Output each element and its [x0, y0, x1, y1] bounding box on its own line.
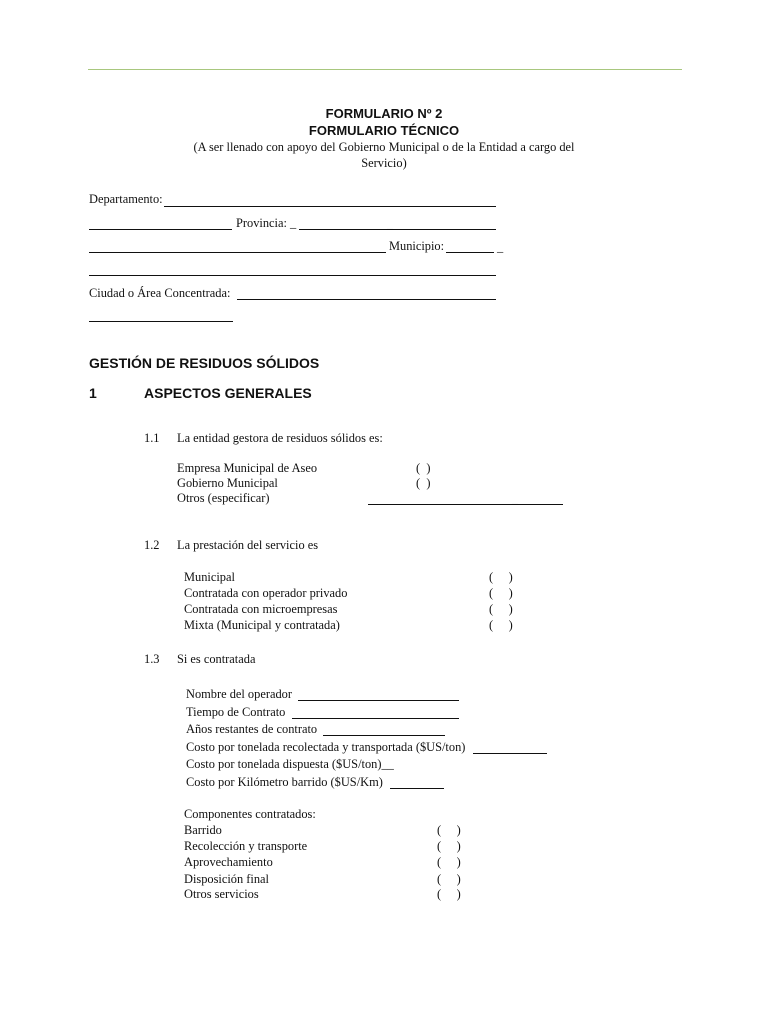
q1-3-field-costo-recolectada-label: Costo por tonelada recolectada y transportada ($US/ton)	[186, 740, 466, 754]
q1-2-option-privado: Contratada con operador privado	[184, 586, 348, 600]
top-rule	[88, 69, 682, 70]
ciudad-field[interactable]	[237, 299, 496, 300]
q1-3-field-costo-km[interactable]	[390, 788, 444, 789]
q1-1-option-gobierno: Gobierno Municipal	[177, 476, 278, 490]
form-instructions-line2: Servicio)	[361, 156, 407, 170]
q1-3-component-aprovechamiento: Aprovechamiento	[184, 855, 273, 869]
provincia-mid-mark: _	[387, 217, 394, 231]
q1-3-checkbox-barrido[interactable]: ( )	[437, 823, 461, 837]
q1-3-field-costo-dispuesta-label: Costo por tonelada dispuesta ($US/ton)__	[186, 757, 394, 771]
q1-1-number: 1.1	[144, 431, 160, 445]
q1-3-checkbox-recoleccion[interactable]: ( )	[437, 839, 461, 853]
q1-2-option-microempresas: Contratada con microempresas	[184, 602, 338, 616]
q1-2-option-municipal: Municipal	[184, 570, 235, 584]
section-title: ASPECTOS GENERALES	[144, 385, 312, 401]
municipio-label: Municipio:	[389, 239, 445, 253]
q1-3-checkbox-otros[interactable]: ( )	[437, 887, 461, 901]
ciudad-field-cont[interactable]	[89, 321, 233, 322]
q1-3-component-barrido: Barrido	[184, 823, 222, 837]
q1-3-field-costo-km-label: Costo por Kilómetro barrido ($US/Km)	[186, 775, 383, 789]
q1-3-number: 1.3	[144, 652, 160, 666]
q1-3-component-recoleccion: Recolección y transporte	[184, 839, 308, 853]
q1-2-checkbox-municipal[interactable]: ( )	[489, 570, 513, 584]
departamento-field-cont[interactable]	[89, 229, 232, 230]
q1-3-field-anos-label: Años restantes de contrato	[186, 722, 318, 736]
q1-3-component-otros: Otros servicios	[184, 887, 259, 901]
q1-2-option-mixta: Mixta (Municipal y contratada)	[184, 618, 340, 632]
q1-1-checkbox-empresa[interactable]: ( )	[416, 461, 431, 475]
q1-3-field-tiempo[interactable]	[292, 718, 459, 719]
provincia-field[interactable]	[299, 229, 496, 230]
departamento-label: Departamento:	[89, 192, 163, 206]
q1-2-question: La prestación del servicio es	[177, 538, 319, 552]
q1-3-field-tiempo-label: Tiempo de Contrato	[186, 705, 286, 719]
q1-3-question: Si es contratada	[177, 652, 256, 666]
form-title: FORMULARIO Nº 2	[325, 106, 443, 121]
q1-1-checkbox-gobierno[interactable]: ( )	[416, 476, 431, 490]
q1-3-field-nombre[interactable]	[298, 700, 459, 701]
q1-1-option-otros: Otros (especificar)	[177, 491, 270, 505]
q1-1-option-empresa: Empresa Municipal de Aseo	[177, 461, 318, 475]
q1-2-checkbox-mixta[interactable]: ( )	[489, 618, 513, 632]
q1-2-number: 1.2	[144, 538, 160, 552]
q1-3-checkbox-aprovechamiento[interactable]: ( )	[437, 855, 461, 869]
q1-1-otros-mid-mark: _	[512, 492, 519, 506]
provincia-field-cont[interactable]	[89, 252, 386, 253]
q1-3-components-label: Componentes contratados:	[184, 807, 316, 821]
q1-2-checkbox-microempresas[interactable]: ( )	[489, 602, 513, 616]
q1-3-field-nombre-label: Nombre del operador	[186, 687, 292, 701]
q1-1-otros-field[interactable]	[368, 504, 563, 505]
q1-3-component-disposicion: Disposición final	[184, 872, 270, 886]
q1-2-checkbox-privado[interactable]: ( )	[489, 586, 513, 600]
q1-3-checkbox-disposicion[interactable]: ( )	[437, 872, 461, 886]
form-subtitle-title: FORMULARIO TÉCNICO	[308, 123, 460, 138]
q1-3-field-costo-recolectada[interactable]	[473, 753, 547, 754]
departamento-field[interactable]	[164, 206, 496, 207]
q1-3-field-anos[interactable]	[323, 735, 445, 736]
section-number: 1	[89, 385, 97, 401]
municipio-tail-mark: _	[497, 240, 504, 254]
form-instructions-line1: (A ser llenado con apoyo del Gobierno Municipal o de la Entidad a cargo del	[193, 140, 575, 154]
q1-1-question: La entidad gestora de residuos sólidos es:	[177, 431, 383, 445]
municipio-field-cont[interactable]	[89, 275, 496, 276]
ciudad-label: Ciudad o Área Concentrada:	[89, 286, 231, 300]
municipio-field[interactable]	[446, 252, 494, 253]
section-heading: GESTIÓN DE RESIDUOS SÓLIDOS	[89, 355, 320, 371]
provincia-label: Provincia: _	[236, 216, 297, 230]
